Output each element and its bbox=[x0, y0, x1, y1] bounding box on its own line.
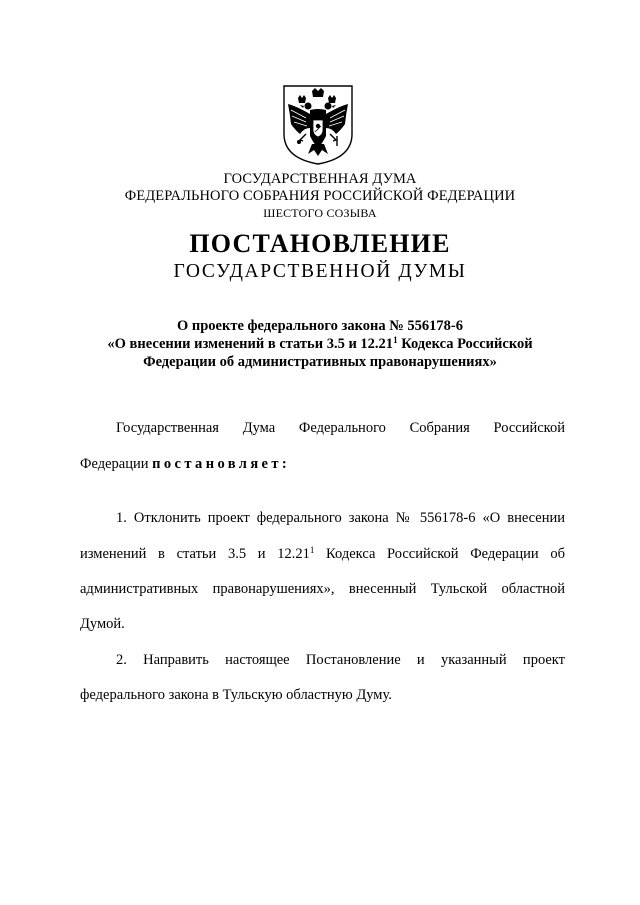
item1-line-2 bbox=[80, 546, 565, 563]
subject-line-2 bbox=[0, 336, 640, 353]
org-line-1: ГОСУДАРСТВЕННАЯ ДУМА bbox=[223, 171, 417, 187]
item1-line-4: Думой. bbox=[80, 616, 125, 632]
item1-line-1: 1. Отклонить проект федерального закона № 556178-6 «О внесении bbox=[116, 510, 565, 526]
item2-line-1: 2. Направить настоящее Постановление и указанный проект bbox=[116, 652, 565, 668]
intro-line-1: Государственная Дума Федерального Собрания Российской bbox=[116, 420, 565, 436]
coat-of-arms-emblem bbox=[282, 84, 354, 166]
item1-line-3: административных правонарушениях», внесенный Тульской областной bbox=[80, 581, 565, 597]
subject-line-1: О проекте федерального закона № 556178-6 bbox=[176, 318, 464, 334]
subject-line-3: Федерации об административных правонарушениях» bbox=[143, 354, 497, 370]
resolves-word: постановляет: bbox=[152, 456, 291, 472]
item1-line-2-text: изменений в статьи 3.5 и 12.21$^1$ bbox=[80, 545, 315, 562]
subject-line-2-rest: Кодекса Российской bbox=[397, 336, 533, 352]
item1-line-2-rest: Кодекса Российской Федерации об bbox=[326, 546, 565, 562]
org-line-3: ШЕСТОГО СОЗЫВА bbox=[263, 206, 377, 220]
subject-line-2-text: «О внесении изменений в статьи 3.5 и 12.21 bbox=[107, 336, 394, 352]
item2-line-2: федерального закона в Тульскую областную Думу. bbox=[80, 687, 392, 703]
subject-superscript: 1 bbox=[393, 335, 398, 345]
intro-line-2 bbox=[80, 456, 565, 473]
document-subtitle: ГОСУДАРСТВЕННОЙ ДУМЫ bbox=[173, 261, 467, 282]
item1-superscript: 1 bbox=[309, 545, 315, 555]
document-title: ПОСТАНОВЛЕНИЕ bbox=[189, 229, 451, 258]
intro-line-2-text: Федерации bbox=[80, 456, 153, 472]
org-line-2: ФЕДЕРАЛЬНОГО СОБРАНИЯ РОССИЙСКОЙ ФЕДЕРАЦИИ bbox=[124, 188, 516, 204]
